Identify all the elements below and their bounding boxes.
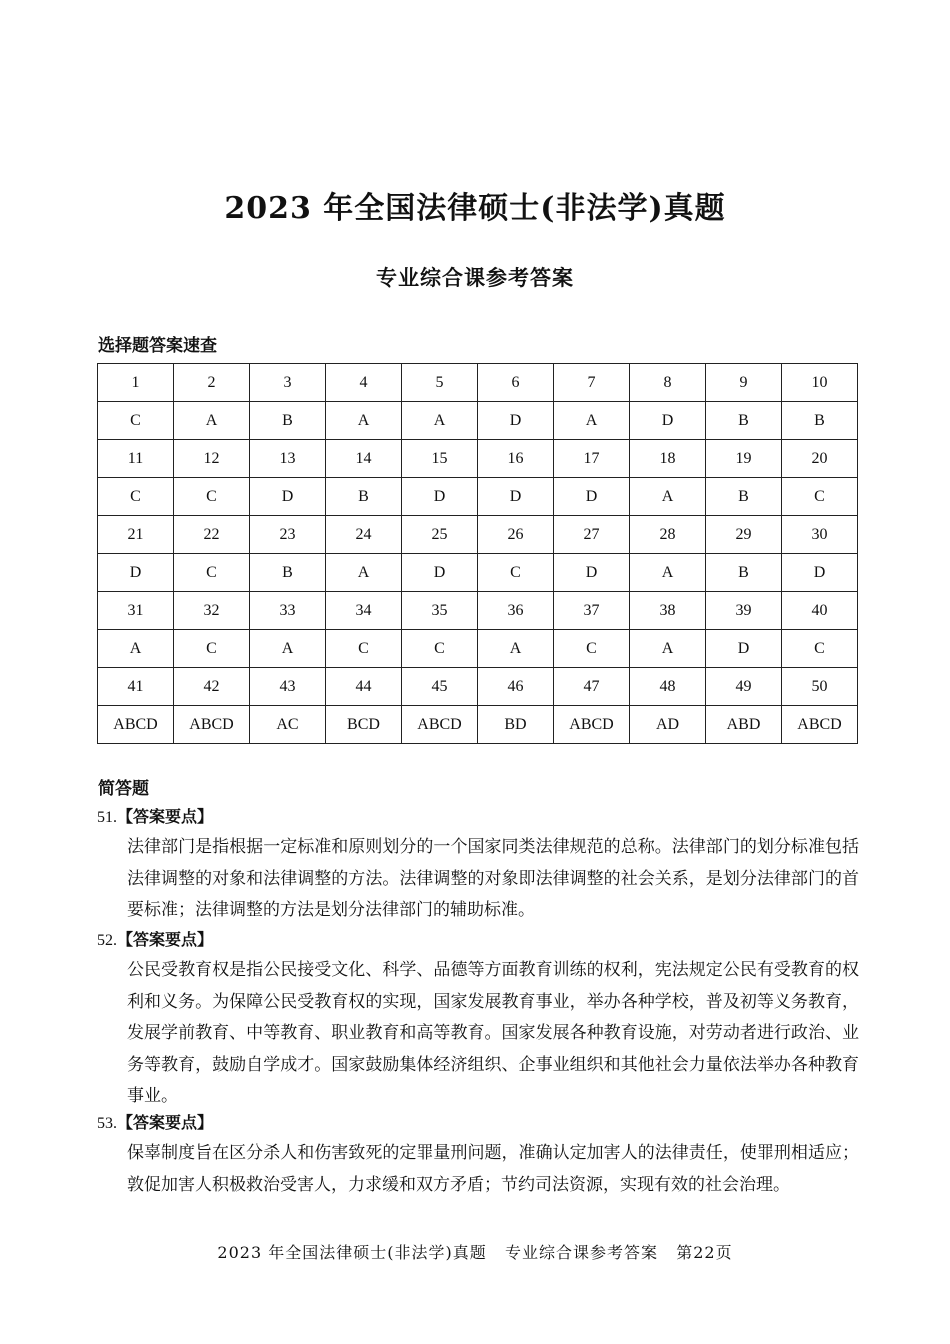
answer-cell: D: [250, 478, 326, 516]
answer-cell: B: [706, 478, 782, 516]
answer-cell: B: [250, 554, 326, 592]
question-number-cell: 25: [402, 516, 478, 554]
question-number: 53.: [97, 1115, 117, 1132]
question-number-cell: 22: [174, 516, 250, 554]
answer-cell: D: [402, 554, 478, 592]
answer-cell: D: [98, 554, 174, 592]
question-number-cell: 13: [250, 440, 326, 478]
answer-cell: A: [326, 402, 402, 440]
question-number-cell: 47: [554, 668, 630, 706]
question-number-cell: 30: [782, 516, 858, 554]
question-number-cell: 49: [706, 668, 782, 706]
answer-cell: A: [478, 630, 554, 668]
question-number-cell: 9: [706, 364, 782, 402]
answer-body: 保辜制度旨在区分杀人和伤害致死的定罪量刑问题，准确认定加害人的法律责任，使罪刑相适应；敦促加害人积极救治受害人，力求缓和双方矛盾；节约司法资源，实现有效的社会治理。: [127, 1143, 859, 1195]
answer-cell: A: [98, 630, 174, 668]
question-number-row: [98, 440, 858, 478]
question-number-cell: 36: [478, 592, 554, 630]
question-number-cell: 27: [554, 516, 630, 554]
answer-cell: A: [554, 402, 630, 440]
question-number: 52.: [97, 932, 117, 949]
answer-cell: A: [630, 478, 706, 516]
question-number-cell: 46: [478, 668, 554, 706]
page-title: 2023 年全国法律硕士(非法学)真题: [224, 191, 726, 226]
question-number-cell: 16: [478, 440, 554, 478]
answer-cell: B: [326, 478, 402, 516]
answer-cell: B: [706, 402, 782, 440]
question-number-cell: 2: [174, 364, 250, 402]
answer-cell: AD: [630, 706, 706, 744]
answer-cell: ABCD: [402, 706, 478, 744]
question-number-cell: 37: [554, 592, 630, 630]
answer-row: [98, 478, 858, 516]
question-number-cell: 32: [174, 592, 250, 630]
answer-key-tag: 【答案要点】: [117, 1113, 214, 1132]
answer-cell: BCD: [326, 706, 402, 744]
question-number-row: [98, 516, 858, 554]
question-number-cell: 6: [478, 364, 554, 402]
question-number-cell: 17: [554, 440, 630, 478]
answer-cell: BD: [478, 706, 554, 744]
page-footer: 2023 年全国法律硕士(非法学)真题 专业综合课参考答案 第22页: [217, 1243, 733, 1262]
question-53: [97, 1108, 859, 1201]
question-label: [97, 925, 859, 955]
answer-row: [98, 554, 858, 592]
answer-cell: ABCD: [554, 706, 630, 744]
question-number-cell: 45: [402, 668, 478, 706]
question-number: 51.: [97, 809, 117, 826]
question-number-cell: 1: [98, 364, 174, 402]
question-number-cell: 44: [326, 668, 402, 706]
answer-cell: AC: [250, 706, 326, 744]
answer-cell: C: [174, 630, 250, 668]
question-number-cell: 11: [98, 440, 174, 478]
answer-cell: B: [250, 402, 326, 440]
question-number-cell: 24: [326, 516, 402, 554]
answer-cell: A: [630, 630, 706, 668]
answer-cell: D: [554, 554, 630, 592]
question-number-cell: 8: [630, 364, 706, 402]
question-number-cell: 35: [402, 592, 478, 630]
question-number-cell: 50: [782, 668, 858, 706]
answer-cell: C: [326, 630, 402, 668]
question-number-cell: 20: [782, 440, 858, 478]
question-number-row: [98, 592, 858, 630]
question-52: [97, 925, 859, 1113]
answer-body: 法律部门是指根据一定标准和原则划分的一个国家同类法律规范的总称。法律部门的划分标准包括法律调整的对象和法律调整的方法。法律调整的对象即法律调整的社会关系，是划分法律部门的首要标准；法律调整的方法是划分法律部门的辅助标准。: [127, 837, 859, 920]
answer-row: [98, 402, 858, 440]
answer-cell: D: [630, 402, 706, 440]
question-number-cell: 7: [554, 364, 630, 402]
answer-cell: A: [326, 554, 402, 592]
answer-cell: C: [402, 630, 478, 668]
answer-cell: ABCD: [174, 706, 250, 744]
question-number-cell: 12: [174, 440, 250, 478]
question-number-row: [98, 668, 858, 706]
choice-section-heading: 选择题答案速查: [98, 336, 217, 356]
page-subtitle: 专业综合课参考答案: [376, 266, 574, 290]
answer-table: [97, 363, 858, 744]
answer-cell: A: [402, 402, 478, 440]
answer-cell: B: [706, 554, 782, 592]
question-number-cell: 40: [782, 592, 858, 630]
answer-cell: C: [782, 630, 858, 668]
question-number-cell: 14: [326, 440, 402, 478]
question-number-cell: 18: [630, 440, 706, 478]
question-label: [97, 1108, 859, 1138]
question-number-cell: 43: [250, 668, 326, 706]
answer-cell: D: [782, 554, 858, 592]
answer-cell: B: [782, 402, 858, 440]
question-51: [97, 802, 859, 927]
question-number-cell: 38: [630, 592, 706, 630]
question-number-cell: 5: [402, 364, 478, 402]
question-number-cell: 33: [250, 592, 326, 630]
question-number-cell: 10: [782, 364, 858, 402]
answer-cell: C: [478, 554, 554, 592]
answer-cell: D: [478, 402, 554, 440]
question-number-cell: 48: [630, 668, 706, 706]
question-label: [97, 802, 859, 832]
question-number-cell: 3: [250, 364, 326, 402]
answer-cell: C: [782, 478, 858, 516]
answer-cell: D: [706, 630, 782, 668]
answer-cell: ABD: [706, 706, 782, 744]
question-number-cell: 21: [98, 516, 174, 554]
answer-cell: A: [630, 554, 706, 592]
answer-cell: C: [554, 630, 630, 668]
question-number-cell: 41: [98, 668, 174, 706]
answer-cell: C: [174, 478, 250, 516]
question-number-cell: 23: [250, 516, 326, 554]
question-number-cell: 28: [630, 516, 706, 554]
answer-cell: C: [98, 402, 174, 440]
answer-cell: C: [174, 554, 250, 592]
answer-body: 公民受教育权是指公民接受文化、科学、品德等方面教育训练的权利，宪法规定公民有受教育的权利和义务。为保障公民受教育权的实现，国家发展教育事业，举办各种学校，普及初等义务教育，发展学前教育、中等教育、职业教育和高等教育。国家发展各种教育设施，对劳动者进行政治、业务等教育，鼓励自学成才。国家鼓励集体经济组织、企事业组织和其他社会力量依法举办各种教育事业。: [127, 960, 859, 1106]
short-answer-section-heading: 简答题: [98, 779, 149, 799]
question-number-cell: 31: [98, 592, 174, 630]
question-number-cell: 15: [402, 440, 478, 478]
answer-cell: A: [174, 402, 250, 440]
question-number-row: [98, 364, 858, 402]
answer-cell: ABCD: [782, 706, 858, 744]
answer-cell: C: [98, 478, 174, 516]
answer-cell: D: [478, 478, 554, 516]
answer-key-tag: 【答案要点】: [117, 807, 214, 826]
question-number-cell: 34: [326, 592, 402, 630]
answer-cell: D: [402, 478, 478, 516]
answer-key-tag: 【答案要点】: [117, 930, 214, 949]
answer-cell: ABCD: [98, 706, 174, 744]
answer-cell: A: [250, 630, 326, 668]
question-number-cell: 4: [326, 364, 402, 402]
answer-row: [98, 706, 858, 744]
question-number-cell: 19: [706, 440, 782, 478]
question-number-cell: 29: [706, 516, 782, 554]
answer-cell: D: [554, 478, 630, 516]
question-number-cell: 39: [706, 592, 782, 630]
question-number-cell: 26: [478, 516, 554, 554]
answer-row: [98, 630, 858, 668]
question-number-cell: 42: [174, 668, 250, 706]
